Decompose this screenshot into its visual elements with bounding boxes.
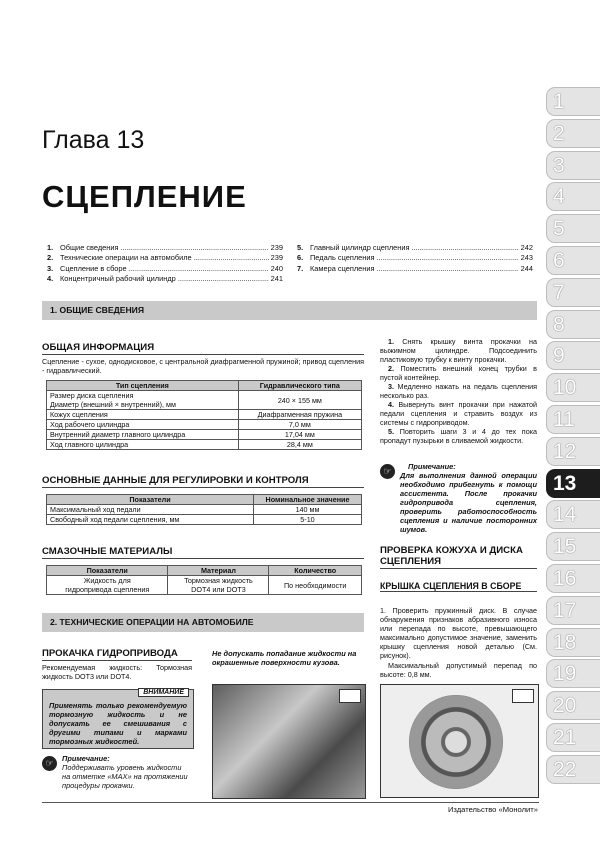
caution-text: Не допускать попадание жидкости на окрашенные поверхности кузова. (212, 649, 357, 667)
step-item (380, 382, 537, 400)
toc-row (47, 274, 283, 284)
tab-chapter-17[interactable]: 17 (546, 596, 600, 625)
toc-row (297, 264, 533, 274)
note2-text: Для выполнения данной операции необходимо прибегнуть к помощи ассистента. После прокачки гидропривода сцепления, проверить работоспособность сцепления и наличие посторонних шумов. (400, 471, 537, 534)
toc-page: 240 (270, 263, 283, 273)
toc-title: Технические операции на автомобиле ..... (60, 253, 269, 263)
note-label: Примечание: (62, 754, 110, 763)
toc-num: 1. (47, 243, 54, 252)
tab-chapter-19[interactable]: 19 (546, 659, 600, 688)
tab-chapter-8[interactable]: 8 (546, 310, 600, 339)
tab-chapter-4[interactable]: 4 (546, 182, 600, 211)
tab-chapter-7[interactable]: 7 (546, 278, 600, 307)
toc-num: 7. (297, 263, 304, 273)
table-cell: 140 мм (254, 505, 362, 515)
tab-chapter-13[interactable]: 13 (546, 469, 600, 498)
inspect-subheading: КРЫШКА СЦЕПЛЕНИЯ В СБОРЕ (380, 581, 537, 592)
table-cell: Диафрагменная пружина (238, 410, 361, 420)
footer-publisher: Издательство «Монолит» (447, 805, 538, 814)
toc-row (47, 243, 283, 253)
chapter-label: Глава 13 (42, 126, 145, 154)
table-header: Количество (269, 566, 362, 576)
step-text: Вывернуть винт прокачки при нажатой педали сцепления и стравить воздух из системы с гидроприводом. (380, 400, 537, 427)
tab-chapter-2[interactable]: 2 (546, 119, 600, 148)
page-title: СЦЕПЛЕНИЕ (42, 179, 247, 214)
footer-line (42, 802, 539, 803)
section-1-bar: 1. ОБЩИЕ СВЕДЕНИЯ (42, 301, 537, 320)
step-text: Поместить внешний конец трубки в пустой контейнер. (380, 364, 537, 382)
toc-page: 239 (270, 253, 283, 263)
clutch-disc (409, 695, 503, 789)
table-cell: Ход рабочего цилиндра (47, 420, 239, 430)
tab-chapter-12[interactable]: 12 (546, 437, 600, 466)
table-row (47, 505, 362, 515)
lube-table (46, 565, 362, 595)
table-header: Номинальное значение (254, 495, 362, 505)
step-item (380, 427, 537, 445)
table-cell: Кожух сцепления (47, 410, 239, 420)
table-row (47, 391, 362, 410)
step-num: 1. (388, 337, 394, 346)
clutch-photo (380, 684, 539, 798)
toc-num: 4. (47, 274, 54, 284)
table-header: Гидравлического типа (238, 381, 361, 391)
table-cell: Максимальный ход педали (47, 505, 254, 515)
step-text: Повторить шаги 3 и 4 до тех пока пропадут пузырьки в сливаемой жидкости. (380, 427, 537, 445)
toc-page: 243 (520, 253, 533, 263)
table-row (47, 440, 362, 450)
table-row (47, 420, 362, 430)
table-cell: Размер диска сцепления Диаметр (внешний × внутренний), мм (47, 391, 239, 410)
table-cell: 7,0 мм (238, 420, 361, 430)
step-num: 4. (388, 400, 394, 409)
table-cell: Внутренний диаметр главного цилиндра (47, 430, 239, 440)
tab-chapter-22[interactable]: 22 (546, 755, 600, 784)
table-cell: Свободный ход педали сцепления, мм (47, 515, 254, 525)
toc-num: 3. (47, 263, 54, 273)
step-item (380, 337, 537, 364)
table-cell: Ход главного цилиндра (47, 440, 239, 450)
engine-photo (212, 684, 366, 799)
toc-left (47, 243, 283, 285)
toc-page: 241 (270, 274, 283, 284)
step-text: Медленно нажать на педаль сцепления несколько раз. (380, 382, 538, 400)
tab-chapter-14[interactable]: 14 (546, 500, 600, 529)
table-header: Показатели (47, 566, 168, 576)
table-header: Показатели (47, 495, 254, 505)
warning-box (42, 689, 194, 749)
bleed-steps (380, 337, 537, 445)
table-cell: 240 × 155 мм (238, 391, 361, 410)
logo-icon (512, 689, 534, 703)
tab-chapter-20[interactable]: 20 (546, 691, 600, 720)
table-cell: 5-10 (254, 515, 362, 525)
step-text: Снять крышку винта прокачки на выжимном цилиндре. Подсоединить пластиковую трубку к винту прокачки. (380, 337, 538, 364)
tab-chapter-16[interactable]: 16 (546, 564, 600, 593)
toc-title: Общие сведения ..... (60, 243, 269, 253)
note-icon: ☞ (42, 756, 57, 771)
toc-row (47, 253, 283, 263)
tab-chapter-5[interactable]: 5 (546, 214, 600, 243)
toc-page: 244 (520, 263, 533, 273)
toc-row (47, 264, 283, 274)
table-row (47, 515, 362, 525)
inspect-text-2: Максимальный допустимый перепад по высоте: 0,8 мм. (380, 661, 537, 679)
step-num: 5. (388, 427, 394, 436)
toc-title: Сцепление в сборе ..... (60, 264, 269, 274)
note-icon: ☞ (380, 464, 395, 479)
step-item (380, 400, 537, 427)
toc-title: Главный цилиндр сцепления ..... (310, 243, 519, 253)
toc-title: Педаль сцепления ..... (310, 253, 519, 263)
toc-title: Концентричный рабочий цилиндр ..... (60, 274, 269, 284)
table-cell: 17,04 мм (238, 430, 361, 440)
step-item (380, 364, 537, 382)
tab-chapter-1[interactable]: 1 (546, 87, 600, 116)
table-cell: 28,4 мм (238, 440, 361, 450)
note2-label: Примечание: (408, 462, 456, 471)
tab-chapter-10[interactable]: 10 (546, 373, 600, 402)
general-text: Сцепление - сухое, однодисковое, с центральной диафрагменной пружиной; привод сцепления - гидравлический. (42, 357, 364, 375)
bleed-text: Рекомендуемая жидкость: Тормозная жидкость DOT3 или DOT4. (42, 663, 192, 681)
toc-num: 5. (297, 243, 304, 252)
bleed-heading: ПРОКАЧКА ГИДРОПРИВОДА (42, 648, 192, 661)
toc-page: 242 (520, 243, 533, 252)
warning-label: ВНИМАНИЕ (138, 688, 189, 697)
toc-title: Камера сцепления ..... (310, 264, 519, 274)
tab-chapter-21[interactable]: 21 (546, 723, 600, 752)
lube-heading: СМАЗОЧНЫЕ МАТЕРИАЛЫ (42, 546, 364, 559)
tab-chapter-3[interactable]: 3 (546, 151, 600, 180)
toc-row (297, 243, 533, 253)
general-table (46, 380, 362, 450)
toc-num: 6. (297, 253, 304, 263)
inspect-heading: ПРОВЕРКА КОЖУХА И ДИСКА СЦЕПЛЕНИЯ (380, 545, 537, 569)
toc-right (297, 243, 533, 274)
toc-page: 239 (270, 243, 283, 252)
tab-chapter-18[interactable]: 18 (546, 628, 600, 657)
table-header: Тип сцепления (47, 381, 239, 391)
tab-chapter-9[interactable]: 9 (546, 341, 600, 370)
step-num: 3. (388, 382, 394, 391)
table-header: Материал (168, 566, 269, 576)
tab-chapter-6[interactable]: 6 (546, 246, 600, 275)
toc-num: 2. (47, 253, 54, 263)
table-row (47, 410, 362, 420)
inspect-text-1: 1. Проверить пружинный диск. В случае обнаружения признаков абразивного износа или перепада по высоте, превышающего максимально допустимое значение, заменить крышку сцепления новой деталью (См. рисунок). (380, 606, 537, 660)
table-cell: Жидкость для гидропривода сцепления (47, 576, 168, 595)
tab-chapter-11[interactable]: 11 (546, 405, 600, 434)
table-cell: По необходимости (269, 576, 362, 595)
tab-chapter-15[interactable]: 15 (546, 532, 600, 561)
logo-icon (339, 689, 361, 703)
toc-row (297, 253, 533, 263)
note-text: Поддерживать уровень жидкости на отметке «MAX» на протяжении процедуры прокачки. (62, 763, 188, 790)
step-num: 2. (388, 364, 394, 373)
table-row (47, 430, 362, 440)
adjust-heading: ОСНОВНЫЕ ДАННЫЕ ДЛЯ РЕГУЛИРОВКИ И КОНТРОЛЯ (42, 475, 364, 488)
table-cell: Тормозная жидкость DOT4 или DOT3 (168, 576, 269, 595)
section-2-bar: 2. ТЕХНИЧЕСКИЕ ОПЕРАЦИИ НА АВТОМОБИЛЕ (42, 613, 364, 632)
table-row (47, 576, 362, 595)
general-heading: ОБЩАЯ ИНФОРМАЦИЯ (42, 342, 364, 355)
adjust-table (46, 494, 362, 525)
warning-text: Применять только рекомендуемую тормозную жидкость и не допускать ее смешивания с другими типами и марками тормозных жидкостей. (49, 701, 187, 746)
